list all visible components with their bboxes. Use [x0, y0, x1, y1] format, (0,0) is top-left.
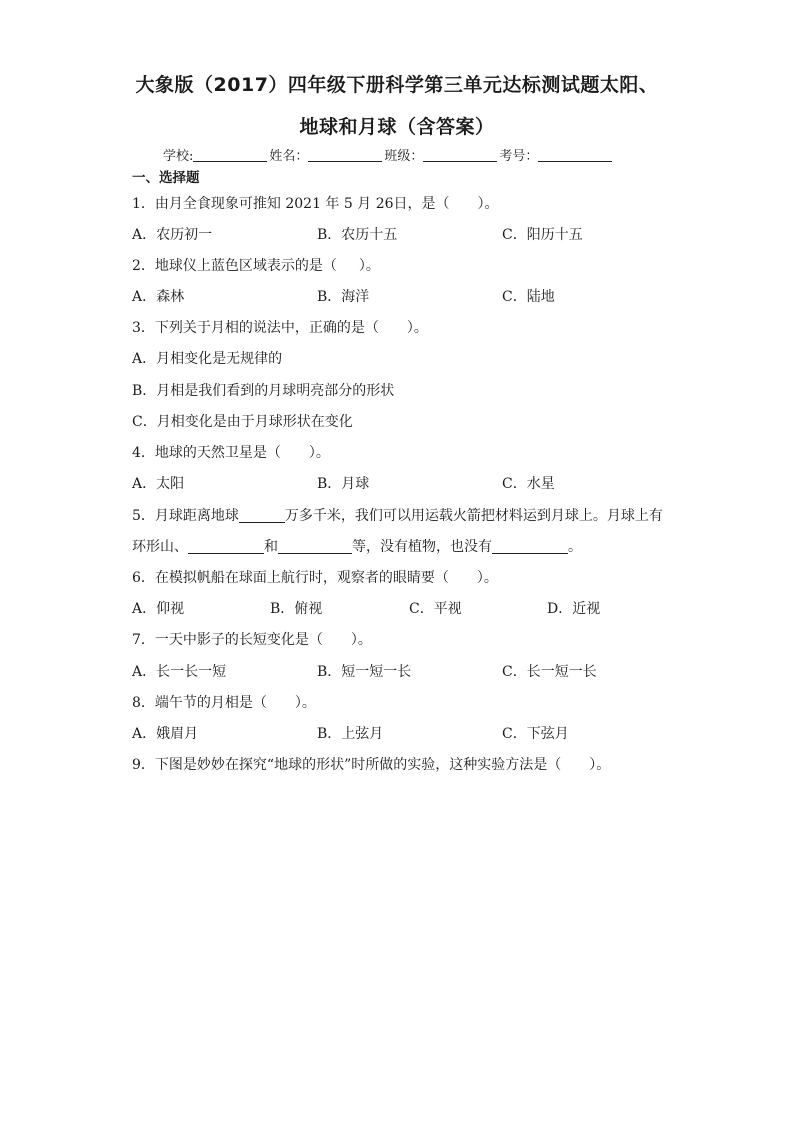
- question-7-option-a[interactable]: A．长一长一短: [132, 664, 227, 680]
- question-8-option-a[interactable]: A．娥眉月: [132, 726, 199, 742]
- question-8-stem-end: ）。: [294, 695, 316, 711]
- question-4-stem: 4．地球的天然卫星是（: [132, 445, 281, 461]
- question-4-option-a[interactable]: A．太阳: [132, 476, 185, 492]
- question-5-line-1: [132, 505, 663, 525]
- question-9: [132, 754, 610, 774]
- question-2-option-b[interactable]: B．海洋: [317, 289, 370, 305]
- question-2-option-c[interactable]: C．陆地: [502, 289, 555, 305]
- question-5-text-6: 。: [568, 539, 582, 555]
- question-6-option-b[interactable]: B．俯视: [270, 601, 323, 617]
- class-label: 班级：: [384, 149, 424, 164]
- question-2-stem: 2．地球仪上蓝色区域表示的是（: [132, 258, 337, 274]
- question-9-stem: 9．下图是妙妙在探究“地球的形状”时所做的实验，这种实验方法是（: [132, 757, 562, 773]
- question-5-text-4: 和: [264, 539, 278, 555]
- title-line-1: 大象版（2017）四年级下册科学第三单元达标测试题太阳、: [135, 74, 659, 96]
- question-1-stem-end: ）。: [477, 196, 499, 212]
- question-5-line-2: [132, 536, 582, 556]
- question-6-option-c[interactable]: C．平视: [409, 601, 462, 617]
- question-1-stem: 1．由月全食现象可推知 2021 年 5 月 26日，是（: [132, 196, 450, 212]
- question-2: [132, 255, 380, 275]
- question-3-option-b[interactable]: B．月相是我们看到的月球明亮部分的形状: [132, 383, 395, 399]
- question-2-stem-end: ）。: [358, 258, 380, 274]
- question-7: [132, 629, 372, 649]
- name-blank[interactable]: [308, 148, 382, 162]
- question-3-stem-end: ）。: [406, 320, 428, 336]
- question-3: [132, 317, 428, 337]
- question-8-stem: 8．端午节的月相是（: [132, 695, 267, 711]
- question-8-option-c[interactable]: C．下弦月: [502, 726, 569, 742]
- question-1: [132, 193, 499, 213]
- question-4-option-b[interactable]: B．月球: [317, 476, 370, 492]
- class-blank[interactable]: [423, 148, 497, 162]
- question-5-text-3: 环形山、: [132, 539, 188, 555]
- exam-number-label: 考号：: [499, 149, 539, 164]
- question-1-option-a[interactable]: A．农历初一: [132, 227, 213, 243]
- question-5-text-2: 万多千米，我们可以用运载火箭把材料运到月球上。月球上有: [284, 508, 663, 524]
- question-4: [132, 442, 330, 462]
- question-6: [132, 567, 498, 587]
- question-6-stem-end: ）。: [476, 570, 498, 586]
- question-6-option-d[interactable]: D．近视: [547, 601, 601, 617]
- question-6-stem: 6．在模拟帆船在球面上航行时，观察者的眼睛要（: [132, 570, 449, 586]
- question-1-option-c[interactable]: C．阳历十五: [502, 227, 583, 243]
- question-9-stem-end: ）。: [589, 757, 611, 773]
- question-2-option-a[interactable]: A．森林: [132, 289, 185, 305]
- question-7-option-b[interactable]: B．短一短一长: [317, 664, 412, 680]
- question-3-stem: 3．下列关于月相的说法中，正确的是（: [132, 320, 379, 336]
- question-8: [132, 692, 316, 712]
- question-4-stem-end: ）。: [308, 445, 330, 461]
- question-4-option-c[interactable]: C．水星: [502, 476, 555, 492]
- question-7-option-c[interactable]: C．长一短一长: [502, 664, 597, 680]
- student-info-row: [163, 145, 614, 164]
- question-3-option-c[interactable]: C．月相变化是由于月球形状在变化: [132, 414, 353, 430]
- question-5-text-1: 5．月球距离地球: [132, 508, 239, 524]
- exam-number-blank[interactable]: [538, 148, 612, 162]
- school-blank[interactable]: [193, 148, 267, 162]
- question-5-text-5: 等，没有植物，也没有: [352, 539, 492, 555]
- question-8-option-b[interactable]: B．上弦月: [317, 726, 384, 742]
- question-6-option-a[interactable]: A．仰视: [132, 601, 185, 617]
- question-7-stem-end: ）。: [350, 632, 372, 648]
- question-1-option-b[interactable]: B．农历十五: [317, 227, 398, 243]
- section-heading: 一、选择题: [132, 170, 200, 186]
- title-line-2: 地球和月球（含答案）: [299, 116, 495, 138]
- question-5-blank-3[interactable]: [278, 539, 352, 554]
- name-label: 姓名：: [269, 149, 309, 164]
- question-3-option-a[interactable]: A．月相变化是无规律的: [132, 351, 283, 367]
- question-7-stem: 7．一天中影子的长短变化是（: [132, 632, 323, 648]
- question-5-blank-4[interactable]: [492, 539, 568, 554]
- question-5-blank-1[interactable]: [239, 508, 285, 523]
- school-label: 学校:: [163, 149, 194, 164]
- question-5-blank-2[interactable]: [188, 539, 264, 554]
